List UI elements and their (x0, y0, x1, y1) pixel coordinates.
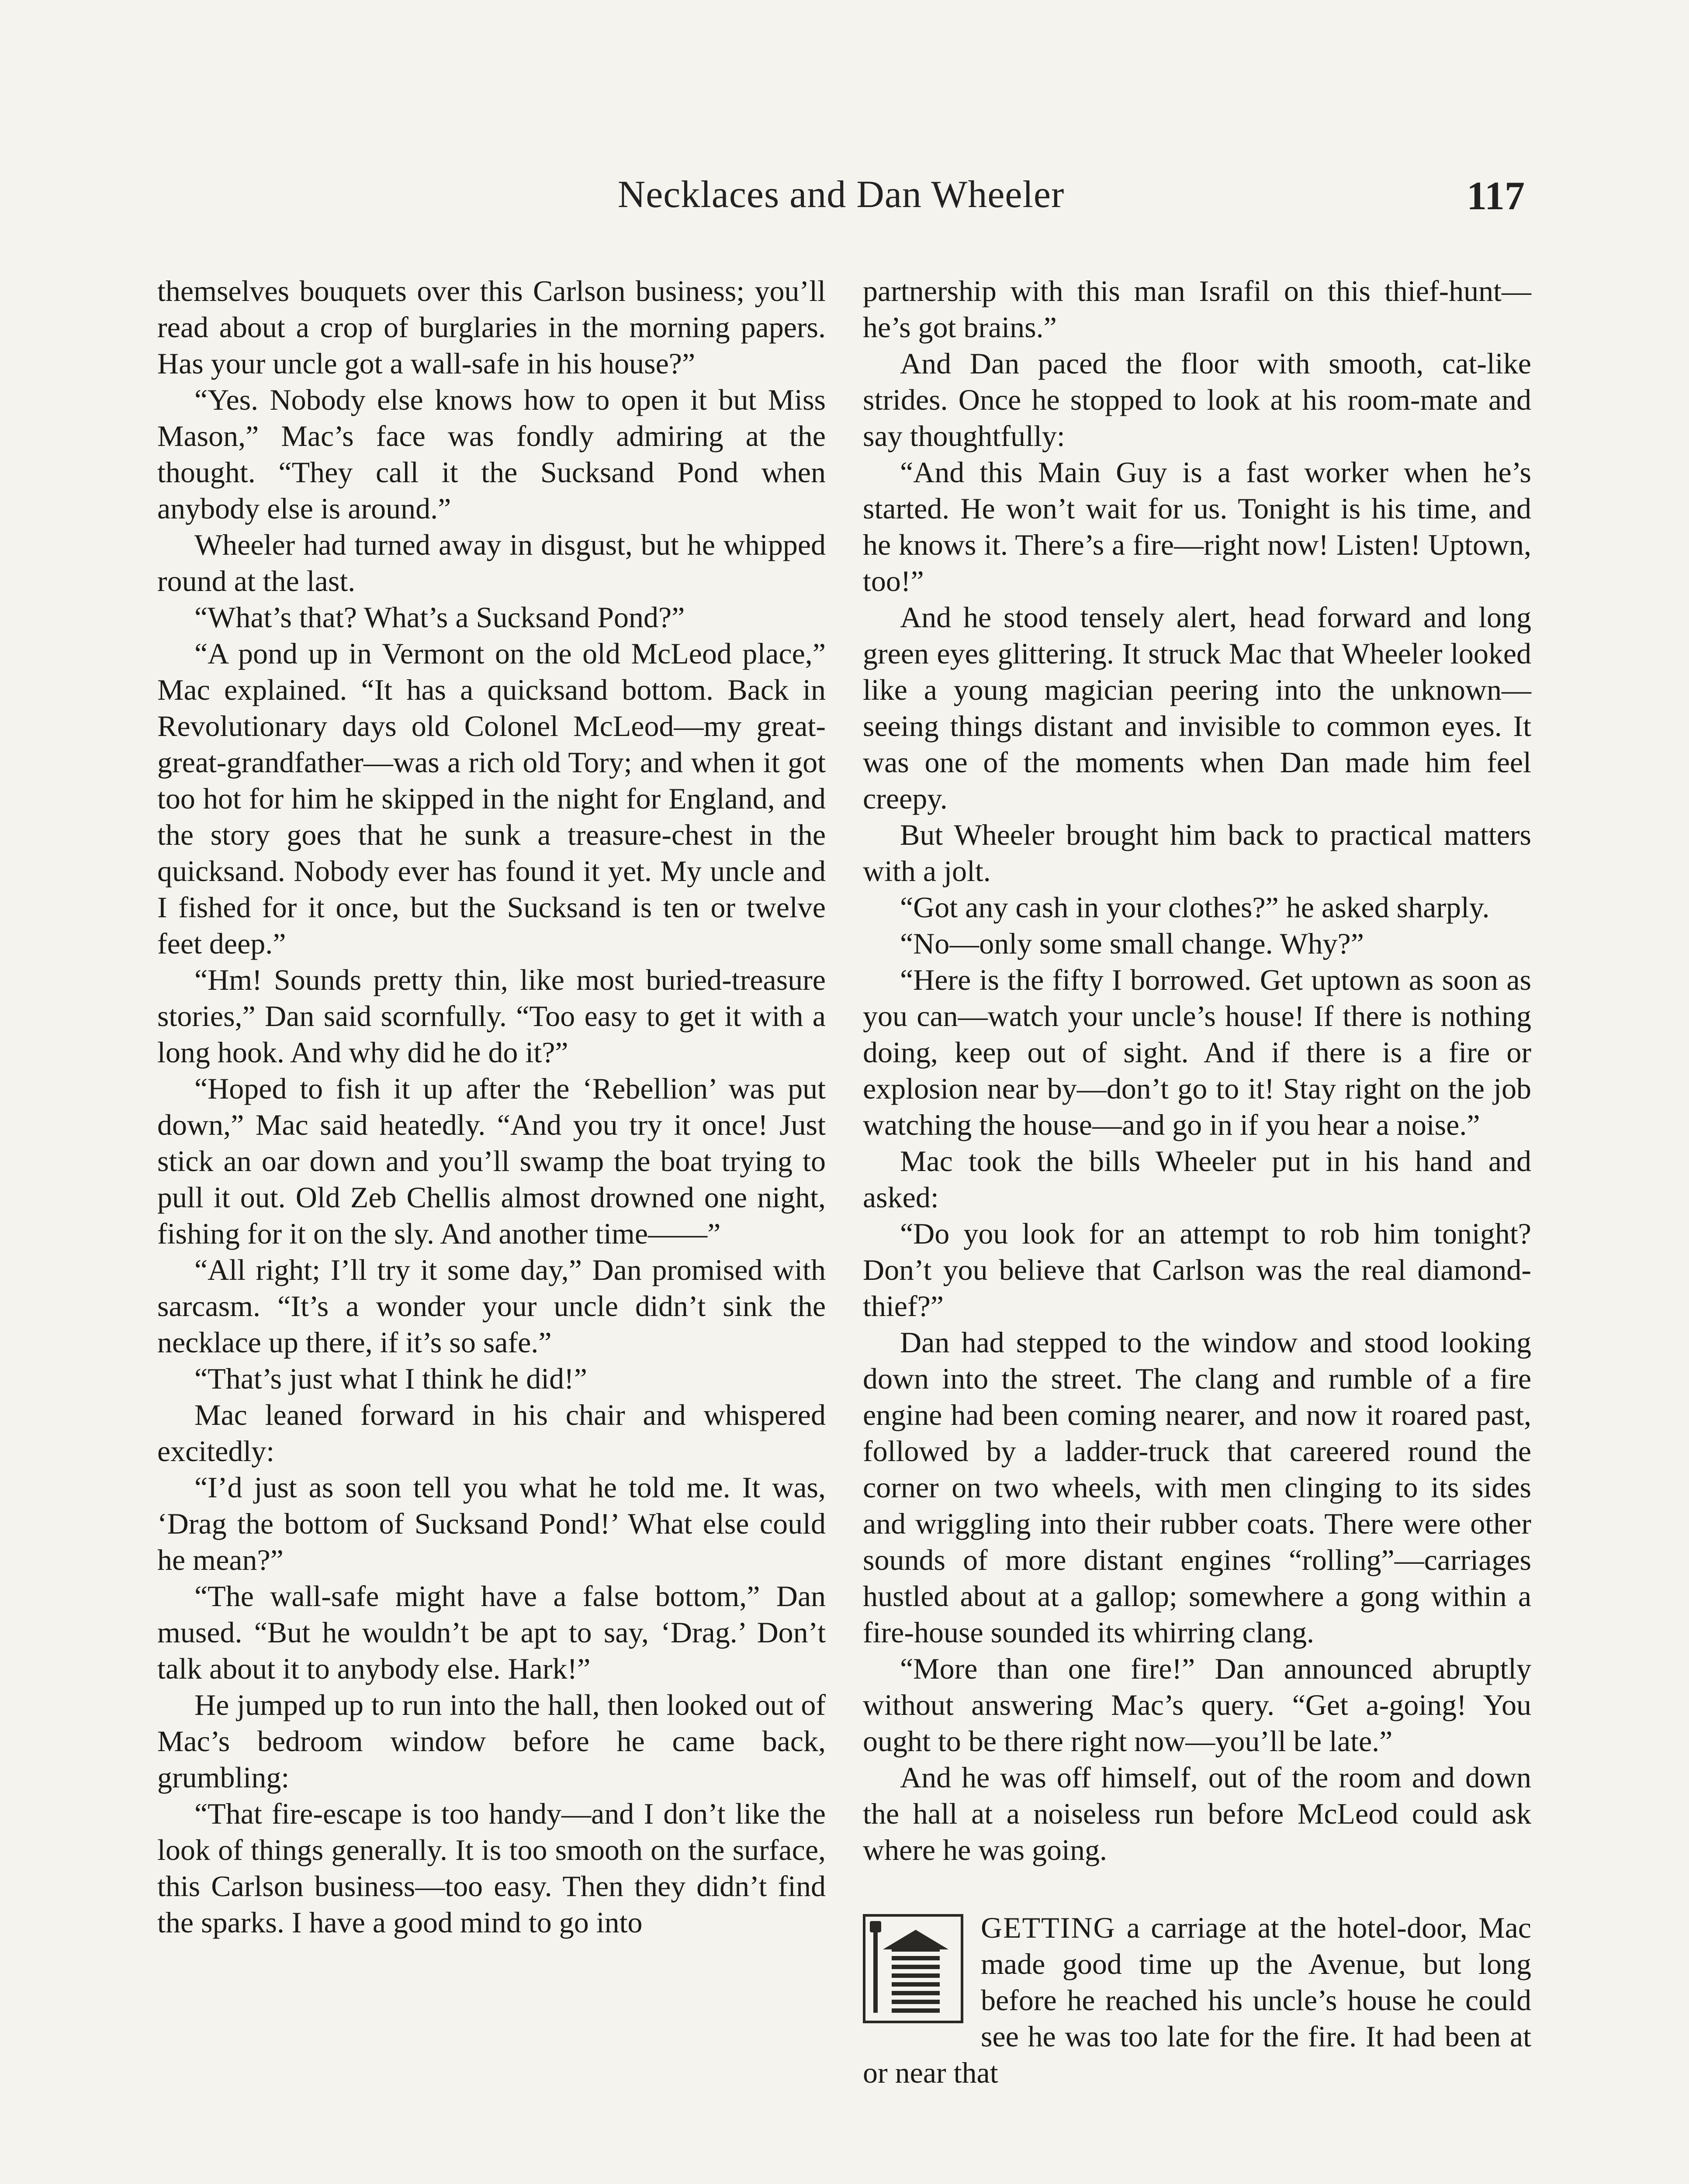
paragraph: “Here is the fifty I borrowed. Get uptown as soon as you can—watch your uncle’s house! If there is nothing doing, keep out of sight. And if there is a fire or explosion near by—don’t go to it! Stay right on the job watching the house—and go in if you hear a noise.” (863, 963, 1531, 1141)
street-lamp-house-ornament-icon (863, 1914, 963, 2023)
paragraph: “All right; I’ll try it some day,” Dan promised with sarcasm. “It’s a wonder your uncle didn’t sink the necklace up there, if it’s so safe.” (157, 1253, 826, 1359)
page-number: 117 (1467, 173, 1525, 218)
paragraph: And he was off himself, out of the room and down the hall at a noiseless run before McLeod could ask where he was going. (863, 1761, 1531, 1866)
right-column (863, 273, 1531, 2184)
paragraph: “A pond up in Vermont on the old McLeod place,” Mac explained. “It has a quicksand bottom. Back in Revolutionary days old Colonel McLeod—my great-great-grandfather—was a rich old Tory; and when it got too hot for him he skipped in the night for England, and the story goes that he sunk a treasure-chest in the quicksand. Nobody ever has found it yet. My uncle and I fished for it once, but the Sucksand is ten or twelve feet deep.” (157, 637, 826, 960)
paragraph: “That’s just what I think he did!” (194, 1362, 587, 1395)
paragraph: “Hoped to fish it up after the ‘Rebellion’ was put down,” Mac said heatedly. “And you try it once! Just stick an oar down and you’ll swamp the boat trying to pull it out. Old Zeb Chellis almost drowned one night, fishing for it on the sly. And another time——” (157, 1072, 826, 1250)
paragraph: “Hm! Sounds pretty thin, like most buried-treasure stories,” Dan said scornfully. “Too easy to get it with a long hook. And why did he do it?” (157, 963, 826, 1069)
paragraph: Dan had stepped to the window and stood looking down into the street. The clang and rumble of a fire engine had been coming nearer, and now it roared past, followed by a ladder-truck that careered round the corner on two wheels, with men clinging to its sides and wriggling into their rubber coats. There were other sounds of more distant engines “rolling”—carriages hustled about at a gallop; somewhere a gong within a fire-house sounded its whirring clang. (863, 1326, 1531, 1649)
paragraph: “Yes. Nobody else knows how to open it but Miss Mason,” Mac’s face was fondly admiring at the thought. “They call it the Sucksand Pond when anybody else is around.” (157, 383, 826, 525)
section-text: a carriage at the hotel-door, Mac made good time up the Avenue, but long before he reached his uncle’s house he could see he was too late for the fire. It had been at or near that (863, 1911, 1531, 2089)
paragraph: themselves bouquets over this Carlson business; you’ll read about a crop of burglaries in the morning papers. Has your uncle got a wall-safe in his house?” (157, 274, 826, 380)
paragraph: He jumped up to run into the hall, then looked out of Mac’s bedroom window before he came back, grumbling: (157, 1688, 826, 1794)
paragraph: “What’s that? What’s a Sucksand Pond?” (194, 601, 685, 634)
paragraph: Mac leaned forward in his chair and whispered excitedly: (157, 1398, 826, 1468)
paragraph: “And this Main Guy is a fast worker when he’s started. He won’t wait for us. Tonight is his time, and he knows it. There’s a fire—right now! Listen! Uptown, too!” (863, 456, 1531, 598)
section-break (863, 1910, 1531, 2091)
paragraph: Mac took the bills Wheeler put in his hand and asked: (863, 1144, 1531, 1214)
paragraph: Wheeler had turned away in disgust, but he whipped round at the last. (157, 528, 826, 598)
paragraph: “No—only some small change. Why?” (900, 927, 1364, 960)
running-title: Necklaces and Dan Wheeler (617, 173, 1065, 216)
lead-word: GETTING (981, 1911, 1116, 1944)
page-header (157, 173, 1525, 238)
paragraph: “Got any cash in your clothes?” he asked sharply. (900, 891, 1490, 924)
paragraph: “Do you look for an attempt to rob him tonight? Don’t you believe that Carlson was the real diamond-thief?” (863, 1217, 1531, 1323)
paragraph: “The wall-safe might have a false bottom,” Dan mused. “But he wouldn’t be apt to say, ‘Drag.’ Don’t talk about it to anybody else. Hark!” (157, 1579, 826, 1685)
paragraph: “I’d just as soon tell you what he told me. It was, ‘Drag the bottom of Sucksand Pond!’ What else could he mean?” (157, 1471, 826, 1576)
paragraph: “That fire-escape is too handy—and I don’t like the look of things generally. It is too smooth on the surface, this Carlson business—too easy. Then they didn’t find the sparks. I have a good mind to go into (157, 1797, 826, 1939)
paragraph: And he stood tensely alert, head forward and long green eyes glittering. It struck Mac that Wheeler looked like a young magician peering into the unknown—seeing things distant and invisible to common eyes. It was one of the moments when Dan made him feel creepy. (863, 601, 1531, 815)
left-column (157, 273, 826, 2184)
paragraph: But Wheeler brought him back to practical matters with a jolt. (863, 818, 1531, 888)
paragraph: “More than one fire!” Dan announced abruptly without answering Mac’s query. “Get a-going! You ought to be there right now—you’ll be late.” (863, 1652, 1531, 1758)
paragraph: partnership with this man Israfil on this thief-hunt—he’s got brains.” (863, 274, 1531, 344)
paragraph: And Dan paced the floor with smooth, cat-like strides. Once he stopped to look at his room-mate and say thoughtfully: (863, 347, 1531, 453)
